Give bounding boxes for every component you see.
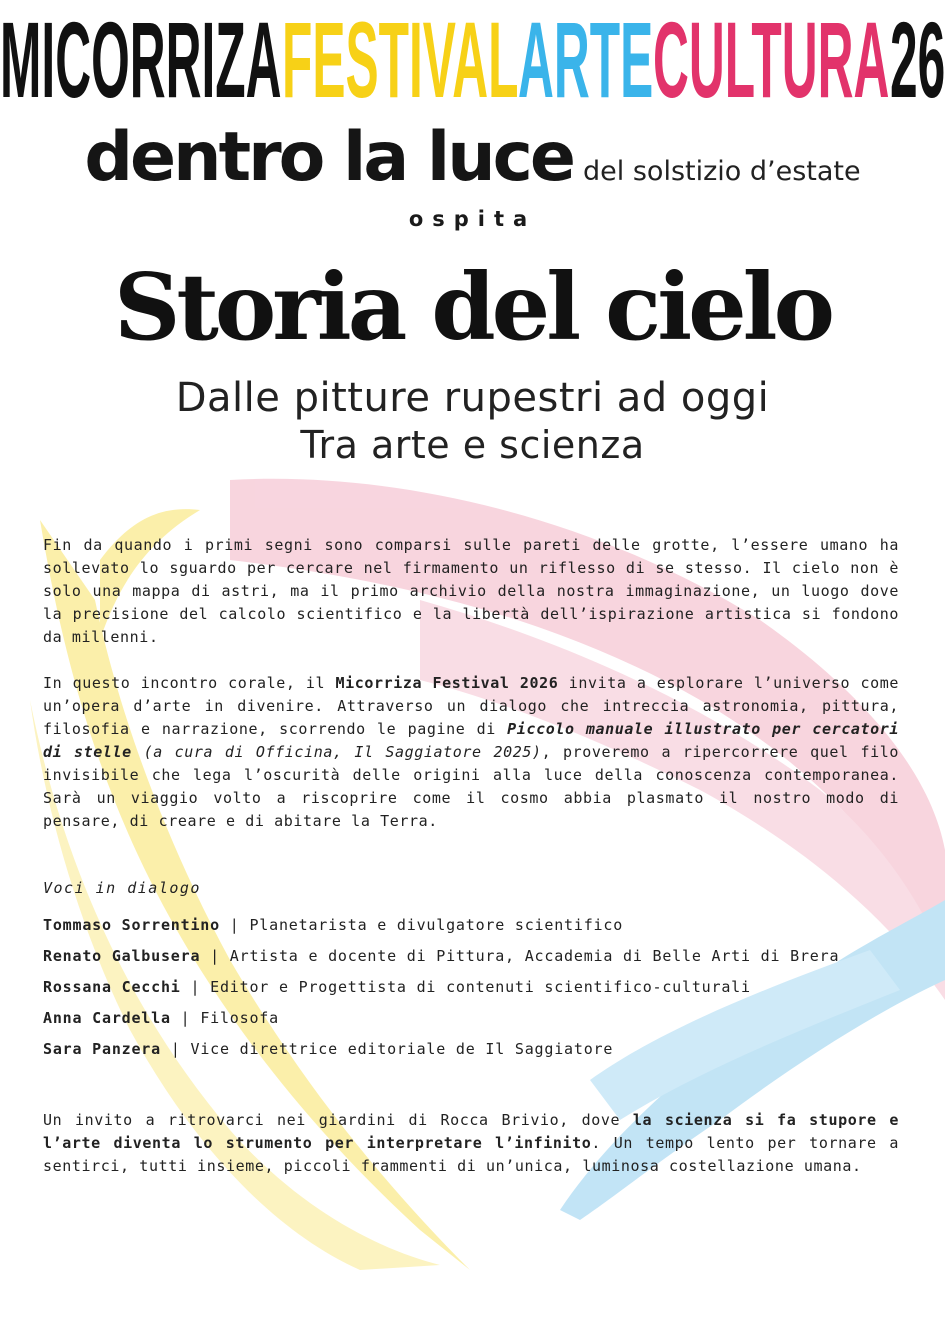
speaker-name: Sara Panzera: [43, 1040, 161, 1058]
event-paragraph: [43, 672, 899, 833]
speaker-name: Renato Galbusera: [43, 947, 201, 965]
speaker-role: Artista e docente di Pittura, Accademia di Belle Arti di Brera: [229, 947, 840, 965]
masthead-word-3: ARTE: [518, 14, 654, 106]
festival-masthead: [0, 14, 945, 106]
event-paragraph-part1: In questo incontro corale, il: [43, 674, 336, 692]
speakers-heading: Voci in dialogo: [43, 879, 201, 897]
book-info: (a cura di Officina, Il Saggiatore 2025): [131, 743, 542, 761]
speaker-separator: |: [160, 1040, 191, 1058]
subtitle-line-2: Tra arte e scienza: [300, 423, 645, 467]
speaker-separator: |: [170, 1009, 201, 1027]
masthead-word-4: CULTURA: [653, 14, 890, 106]
speaker-row: [43, 976, 913, 1007]
speaker-separator: |: [200, 947, 230, 965]
speaker-row: [43, 945, 913, 976]
closing-paragraph: [43, 1109, 899, 1178]
closing-paragraph-part1: Un invito a ritrovarci nei giardini di Rocca Brivio, dove: [43, 1111, 633, 1129]
event-paragraph-part2: invita a esplorare l’universo come un’opera d’arte in divenire. Attraverso un dialogo che intreccia astronomia, pittura, filosofia e narrazione, scorrendo le pagine di: [43, 674, 899, 738]
speaker-separator: |: [219, 916, 250, 934]
speakers-list: [43, 914, 913, 1069]
masthead-word-1: MICORRIZA: [0, 14, 282, 106]
speaker-row: [43, 1007, 913, 1038]
intro-paragraph: Fin da quando i primi segni sono comparsi sulle pareti delle grotte, l’essere umano ha sollevato lo sguardo per cercare nel firmamento un riflesso di se stesso. Il cielo non è solo una mappa di astri, ma il primo archivio della nostra immaginazione, un luogo dove la precisione del calcolo scientifico e la libertà dell’ispirazione artistica si fondono da millenni.: [43, 536, 899, 646]
speaker-role: Editor e Progettista di contenuti scientifico-culturali: [210, 978, 751, 996]
speaker-row: [43, 1038, 913, 1069]
book-title: Piccolo manuale illustrato per cercatori di stelle: [43, 720, 899, 761]
speaker-role: Vice direttrice editoriale de Il Saggiatore: [190, 1040, 614, 1058]
event-subhead: [0, 118, 945, 197]
masthead-word-5: 26: [889, 14, 945, 106]
event-paragraph-part3: , proveremo a ripercorrere quel filo invisibile che lega l’oscurità delle origini alla luce della conoscenza contemporanea. Sarà un viaggio volto a riscoprire come il cosmo abbia plasmato il nostro modo di pensare, di creare e di abitare la Terra.: [43, 743, 899, 830]
hosts-label: ospita: [408, 207, 537, 231]
subhead-secondary: del solstizio d’estate: [583, 156, 861, 187]
page-title: Storia del cielo: [113, 253, 831, 361]
speaker-name: Anna Cardella: [43, 1009, 171, 1027]
masthead-word-2: FESTIVAL: [281, 14, 519, 106]
subtitle-line-1: Dalle pitture rupestri ad oggi: [175, 375, 770, 421]
speaker-row: [43, 914, 913, 945]
closing-paragraph-part2: . Un tempo lento per tornare a sentirci, tutti insieme, piccoli frammenti di un’unica, luminosa costellazione umana.: [43, 1134, 899, 1175]
festival-name: Micorriza Festival 2026: [335, 674, 559, 692]
speaker-role: Planetarista e divulgatore scientifico: [249, 916, 624, 934]
closing-emphasis: la scienza si fa stupore e l’arte diventa lo strumento per interpretare l’infinito: [43, 1111, 899, 1152]
speaker-separator: |: [180, 978, 211, 996]
speaker-name: Tommaso Sorrentino: [43, 916, 220, 934]
speaker-name: Rossana Cecchi: [43, 978, 181, 996]
speaker-role: Filosofa: [200, 1009, 279, 1027]
subhead-main: dentro la luce: [84, 118, 574, 197]
